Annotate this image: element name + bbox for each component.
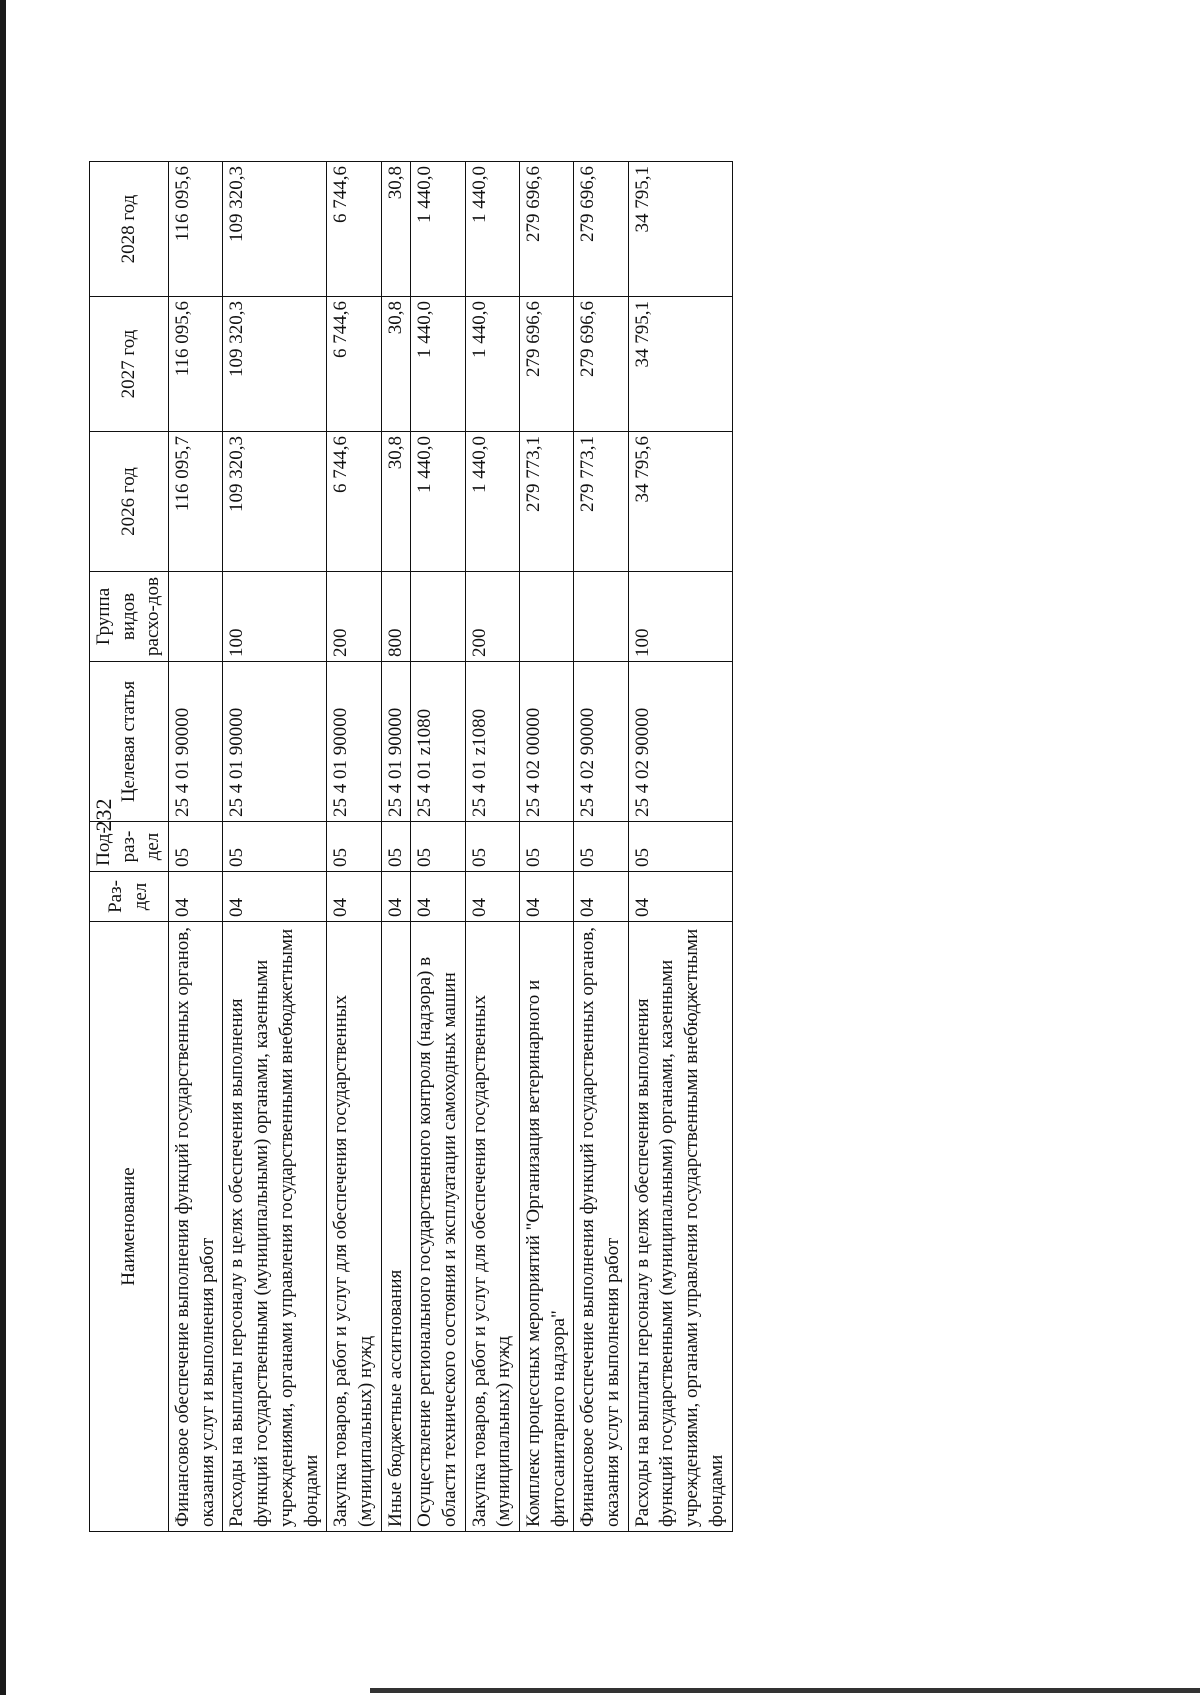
cell-name: Расходы на выплаты персоналу в целях обеспечения выполнения функций государственными (муниципальными) органами, казенными учреждениями, органами управления государственными внебюджетными фондами <box>628 922 732 1532</box>
table-row <box>465 162 519 1532</box>
cell-2028: 116 095,6 <box>169 162 223 297</box>
table-row <box>381 162 411 1532</box>
cell-2026: 279 773,1 <box>520 432 574 572</box>
cell-2028: 109 320,3 <box>223 162 327 297</box>
scan-border-bottom <box>370 1688 1200 1693</box>
cell-name: Расходы на выплаты персоналу в целях обеспечения выполнения функций государственными (муниципальными) органами, казенными учреждениями, органами управления государственными внебюджетными фондами <box>223 922 327 1532</box>
cell-2027: 1 440,0 <box>465 297 519 432</box>
cell-razdel: 04 <box>381 872 411 922</box>
cell-celevaya: 25 4 02 00000 <box>520 662 574 822</box>
cell-2027: 109 320,3 <box>223 297 327 432</box>
cell-podrazdel: 05 <box>169 822 223 872</box>
cell-podrazdel: 05 <box>327 822 381 872</box>
cell-gruppa: 100 <box>628 572 732 662</box>
cell-name: Закупка товаров, работ и услуг для обеспечения государственных (муниципальных) нужд <box>465 922 519 1532</box>
cell-2028: 6 744,6 <box>327 162 381 297</box>
cell-podrazdel: 05 <box>465 822 519 872</box>
header-gruppa-vidov-rashodov: Группа видов расхо-дов <box>90 572 169 662</box>
cell-gruppa: 100 <box>223 572 327 662</box>
header-razdel: Раз-дел <box>90 872 169 922</box>
cell-podrazdel: 05 <box>628 822 732 872</box>
scan-border-left <box>0 0 6 1695</box>
cell-name: Осуществление регионального государственного контроля (надзора) в области технического состояния и эксплуатации самоходных машин <box>411 922 465 1532</box>
header-2027: 2027 год <box>90 297 169 432</box>
cell-celevaya: 25 4 01 z1080 <box>411 662 465 822</box>
cell-2027: 116 095,6 <box>169 297 223 432</box>
cell-2026: 279 773,1 <box>574 432 628 572</box>
cell-name: Комплекс процессных мероприятий "Организация ветеринарного и фитосанитарного надзора" <box>520 922 574 1532</box>
header-podrazdel: Под-раз-дел <box>90 822 169 872</box>
cell-2026: 34 795,6 <box>628 432 732 572</box>
cell-2026: 116 095,7 <box>169 432 223 572</box>
header-2026: 2026 год <box>90 432 169 572</box>
cell-gruppa: 200 <box>327 572 381 662</box>
cell-gruppa: 200 <box>465 572 519 662</box>
cell-2027: 34 795,1 <box>628 297 732 432</box>
cell-2026: 1 440,0 <box>411 432 465 572</box>
cell-podrazdel: 05 <box>223 822 327 872</box>
header-name: Наименование <box>90 922 169 1532</box>
cell-razdel: 04 <box>223 872 327 922</box>
table-header-row <box>90 162 169 1532</box>
cell-2028: 1 440,0 <box>411 162 465 297</box>
cell-2028: 279 696,6 <box>574 162 628 297</box>
table-row <box>628 162 732 1532</box>
cell-gruppa <box>411 572 465 662</box>
cell-2028: 30,8 <box>381 162 411 297</box>
cell-razdel: 04 <box>465 872 519 922</box>
budget-table-container <box>89 162 997 1532</box>
cell-celevaya: 25 4 02 90000 <box>628 662 732 822</box>
cell-2027: 30,8 <box>381 297 411 432</box>
cell-razdel: 04 <box>574 872 628 922</box>
header-2028: 2028 год <box>90 162 169 297</box>
cell-podrazdel: 05 <box>574 822 628 872</box>
table-row <box>411 162 465 1532</box>
cell-2026: 30,8 <box>381 432 411 572</box>
table-row <box>574 162 628 1532</box>
cell-2026: 6 744,6 <box>327 432 381 572</box>
cell-2027: 1 440,0 <box>411 297 465 432</box>
cell-celevaya: 25 4 01 90000 <box>327 662 381 822</box>
cell-podrazdel: 05 <box>411 822 465 872</box>
header-celevaya-statya: Целевая статья <box>90 662 169 822</box>
table-row <box>169 162 223 1532</box>
cell-2027: 279 696,6 <box>574 297 628 432</box>
cell-2028: 279 696,6 <box>520 162 574 297</box>
cell-2028: 1 440,0 <box>465 162 519 297</box>
cell-razdel: 04 <box>169 872 223 922</box>
cell-2026: 1 440,0 <box>465 432 519 572</box>
cell-celevaya: 25 4 01 90000 <box>223 662 327 822</box>
cell-name: Иные бюджетные ассигнования <box>381 922 411 1532</box>
budget-table <box>89 161 733 1532</box>
cell-2026: 109 320,3 <box>223 432 327 572</box>
cell-gruppa <box>574 572 628 662</box>
cell-razdel: 04 <box>520 872 574 922</box>
table-row <box>223 162 327 1532</box>
cell-name: Закупка товаров, работ и услуг для обеспечения государственных (муниципальных) нужд <box>327 922 381 1532</box>
cell-celevaya: 25 4 01 90000 <box>381 662 411 822</box>
cell-2027: 279 696,6 <box>520 297 574 432</box>
cell-razdel: 04 <box>628 872 732 922</box>
cell-razdel: 04 <box>411 872 465 922</box>
cell-celevaya: 25 4 02 90000 <box>574 662 628 822</box>
cell-name: Финансовое обеспечение выполнения функций государственных органов, оказания услуг и выполнения работ <box>169 922 223 1532</box>
cell-gruppa <box>169 572 223 662</box>
page-number: 232 <box>91 798 116 832</box>
table-row <box>327 162 381 1532</box>
table-row <box>520 162 574 1532</box>
cell-2027: 6 744,6 <box>327 297 381 432</box>
cell-podrazdel: 05 <box>381 822 411 872</box>
cell-celevaya: 25 4 01 z1080 <box>465 662 519 822</box>
cell-name: Финансовое обеспечение выполнения функций государственных органов, оказания услуг и выполнения работ <box>574 922 628 1532</box>
cell-gruppa <box>520 572 574 662</box>
cell-celevaya: 25 4 01 90000 <box>169 662 223 822</box>
cell-razdel: 04 <box>327 872 381 922</box>
cell-2028: 34 795,1 <box>628 162 732 297</box>
cell-podrazdel: 05 <box>520 822 574 872</box>
cell-gruppa: 800 <box>381 572 411 662</box>
